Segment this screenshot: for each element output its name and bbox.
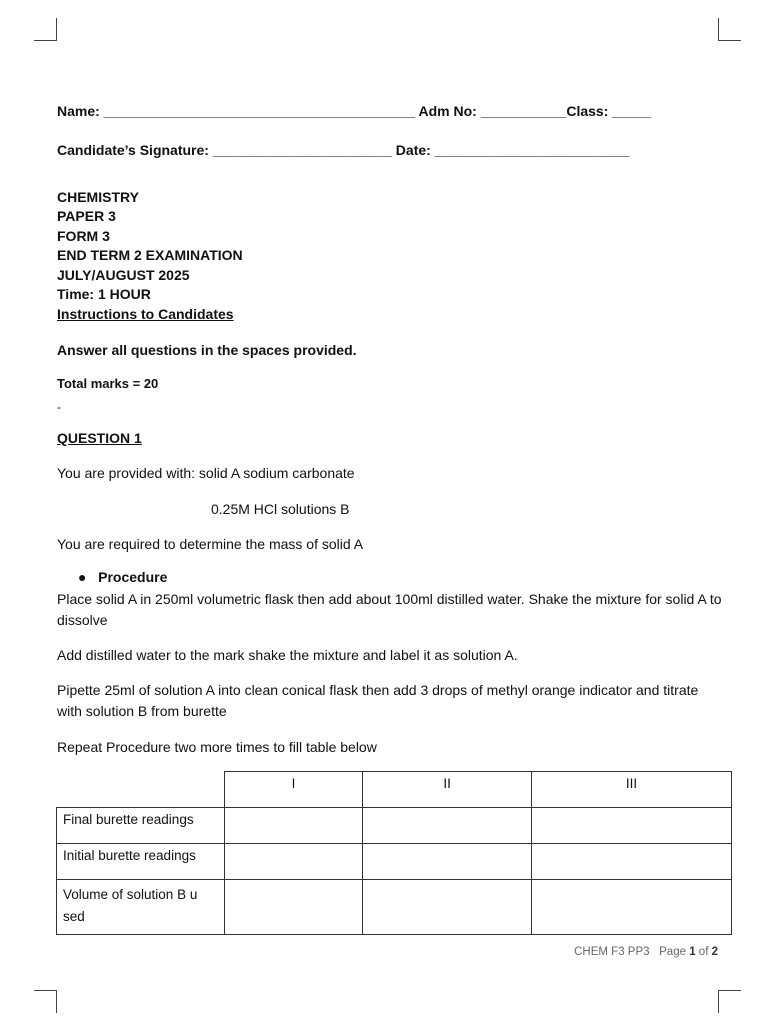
page-total: 2 (711, 946, 718, 958)
procedure-heading (78, 569, 167, 585)
cell-final-iii[interactable] (532, 807, 732, 843)
paper-code: CHEM F3 PP3 (574, 946, 650, 958)
cell-final-ii[interactable] (363, 807, 532, 843)
procedure-step-4: Repeat Procedure two more times to fill table below (57, 739, 377, 755)
page-footer (574, 946, 718, 958)
cell-volume-ii[interactable] (363, 879, 532, 934)
table-row (57, 843, 732, 879)
exam-name: END TERM 2 EXAMINATION (57, 247, 243, 263)
paper-label: PAPER 3 (57, 208, 116, 224)
page-word: Page (659, 946, 686, 958)
row-label-volume: Volume of solution B u sed (57, 879, 225, 934)
procedure-step-1: Place solid A in 250ml volumetric flask then add about 100ml distilled water. Shake the mixture for solid A to dissolve (57, 591, 722, 628)
exam-date: JULY/AUGUST 2025 (57, 267, 190, 283)
form-label: FORM 3 (57, 228, 110, 244)
of-word: of (698, 946, 709, 958)
table-corner-cell (57, 772, 225, 808)
exam-time: Time: 1 HOUR (57, 286, 151, 302)
name-adm-class-field[interactable]: Name: ________________________________________ Adm No: ___________Class: _____ (57, 103, 652, 119)
procedure-step-2: Add distilled water to the mark shake the mixture and label it as solution A. (57, 647, 518, 663)
provided-line-2: 0.25M HCl solutions B (211, 501, 350, 517)
results-table (56, 771, 732, 935)
column-header-i: I (225, 772, 363, 808)
cell-final-i[interactable] (225, 807, 363, 843)
question-heading: QUESTION 1 (57, 430, 142, 446)
row-label-initial: Initial burette readings (57, 843, 225, 879)
instructions-heading: Instructions to Candidates (57, 306, 234, 322)
bullet-icon: ● (78, 569, 87, 585)
page-number: 1 (689, 946, 696, 958)
provided-line-1: You are provided with: solid A sodium carbonate (57, 465, 355, 481)
cell-initial-i[interactable] (225, 843, 363, 879)
cell-volume-iii[interactable] (532, 879, 732, 934)
table-row (57, 879, 732, 934)
crop-mark-bottom-right (718, 990, 741, 1013)
crop-mark-top-right (718, 18, 741, 41)
instructions-text: Answer all questions in the spaces provided. (57, 342, 357, 358)
signature-date-field[interactable]: Candidate’s Signature: _______________________ Date: _________________________ (57, 142, 630, 158)
cell-initial-iii[interactable] (532, 843, 732, 879)
crop-mark-bottom-left (34, 990, 57, 1013)
cell-volume-i[interactable] (225, 879, 363, 934)
column-header-iii: III (532, 772, 732, 808)
procedure-step-3: Pipette 25ml of solution A into clean conical flask then add 3 drops of methyl orange indicator and titrate with solution B from burette (57, 682, 699, 719)
dash-mark: - (57, 400, 61, 414)
procedure-heading-text: Procedure (98, 569, 168, 585)
table-row (57, 807, 732, 843)
cell-initial-ii[interactable] (363, 843, 532, 879)
table-header-row (57, 772, 732, 808)
crop-mark-top-left (34, 18, 57, 41)
column-header-ii: II (363, 772, 532, 808)
subject-title: CHEMISTRY (57, 189, 139, 205)
row-label-final: Final burette readings (57, 807, 225, 843)
total-marks: Total marks = 20 (57, 376, 159, 391)
required-line: You are required to determine the mass of solid A (57, 536, 364, 552)
